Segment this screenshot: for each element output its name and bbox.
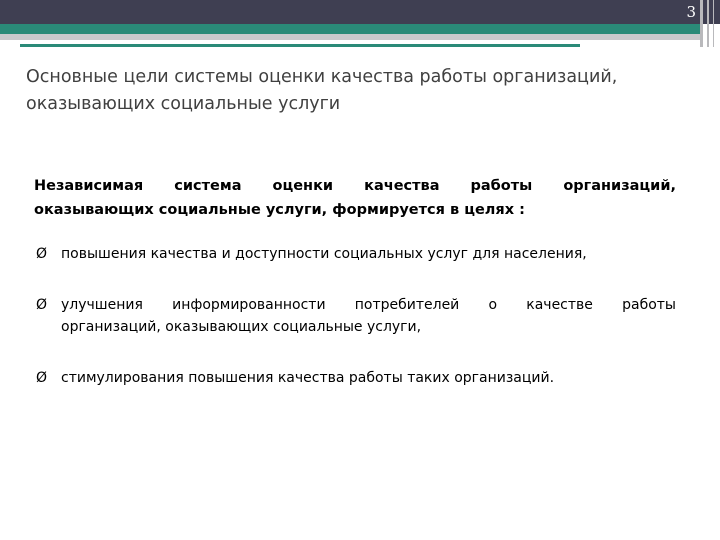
list-item-line: организаций, оказывающих социальные услуги,	[61, 319, 422, 335]
header-side-line	[713, 0, 714, 47]
header-side-line	[707, 0, 709, 47]
arrow-bullet-icon: Ø	[36, 370, 48, 386]
intro-line: Независимая система оценки качества работы организаций,	[34, 178, 676, 194]
list-item-text: стимулирования повышения качества работы таких организаций.	[61, 370, 555, 386]
list-item	[36, 294, 676, 338]
list-item-line: улучшения информированности потребителей о качестве работы	[61, 297, 676, 313]
list-item-text	[61, 294, 676, 338]
list-item-text: повышения качества и доступности социальных услуг для населения,	[61, 246, 587, 262]
header-underline	[20, 44, 580, 47]
header-side-line	[700, 0, 703, 47]
arrow-bullet-icon: Ø	[36, 246, 48, 262]
list-item	[36, 367, 676, 389]
header-accent-stripe	[0, 24, 700, 34]
header-gray-stripe	[0, 34, 700, 40]
header-band	[0, 0, 720, 24]
list-item	[36, 243, 676, 265]
arrow-bullet-icon: Ø	[36, 297, 48, 313]
intro-line: оказывающих социальные услуги, формируется в целях :	[34, 202, 525, 218]
slide-number: 3	[686, 3, 696, 21]
intro-paragraph	[34, 174, 676, 222]
slide-title: Основные цели системы оценки качества работы организаций, оказывающих социальные услуги	[26, 67, 618, 114]
